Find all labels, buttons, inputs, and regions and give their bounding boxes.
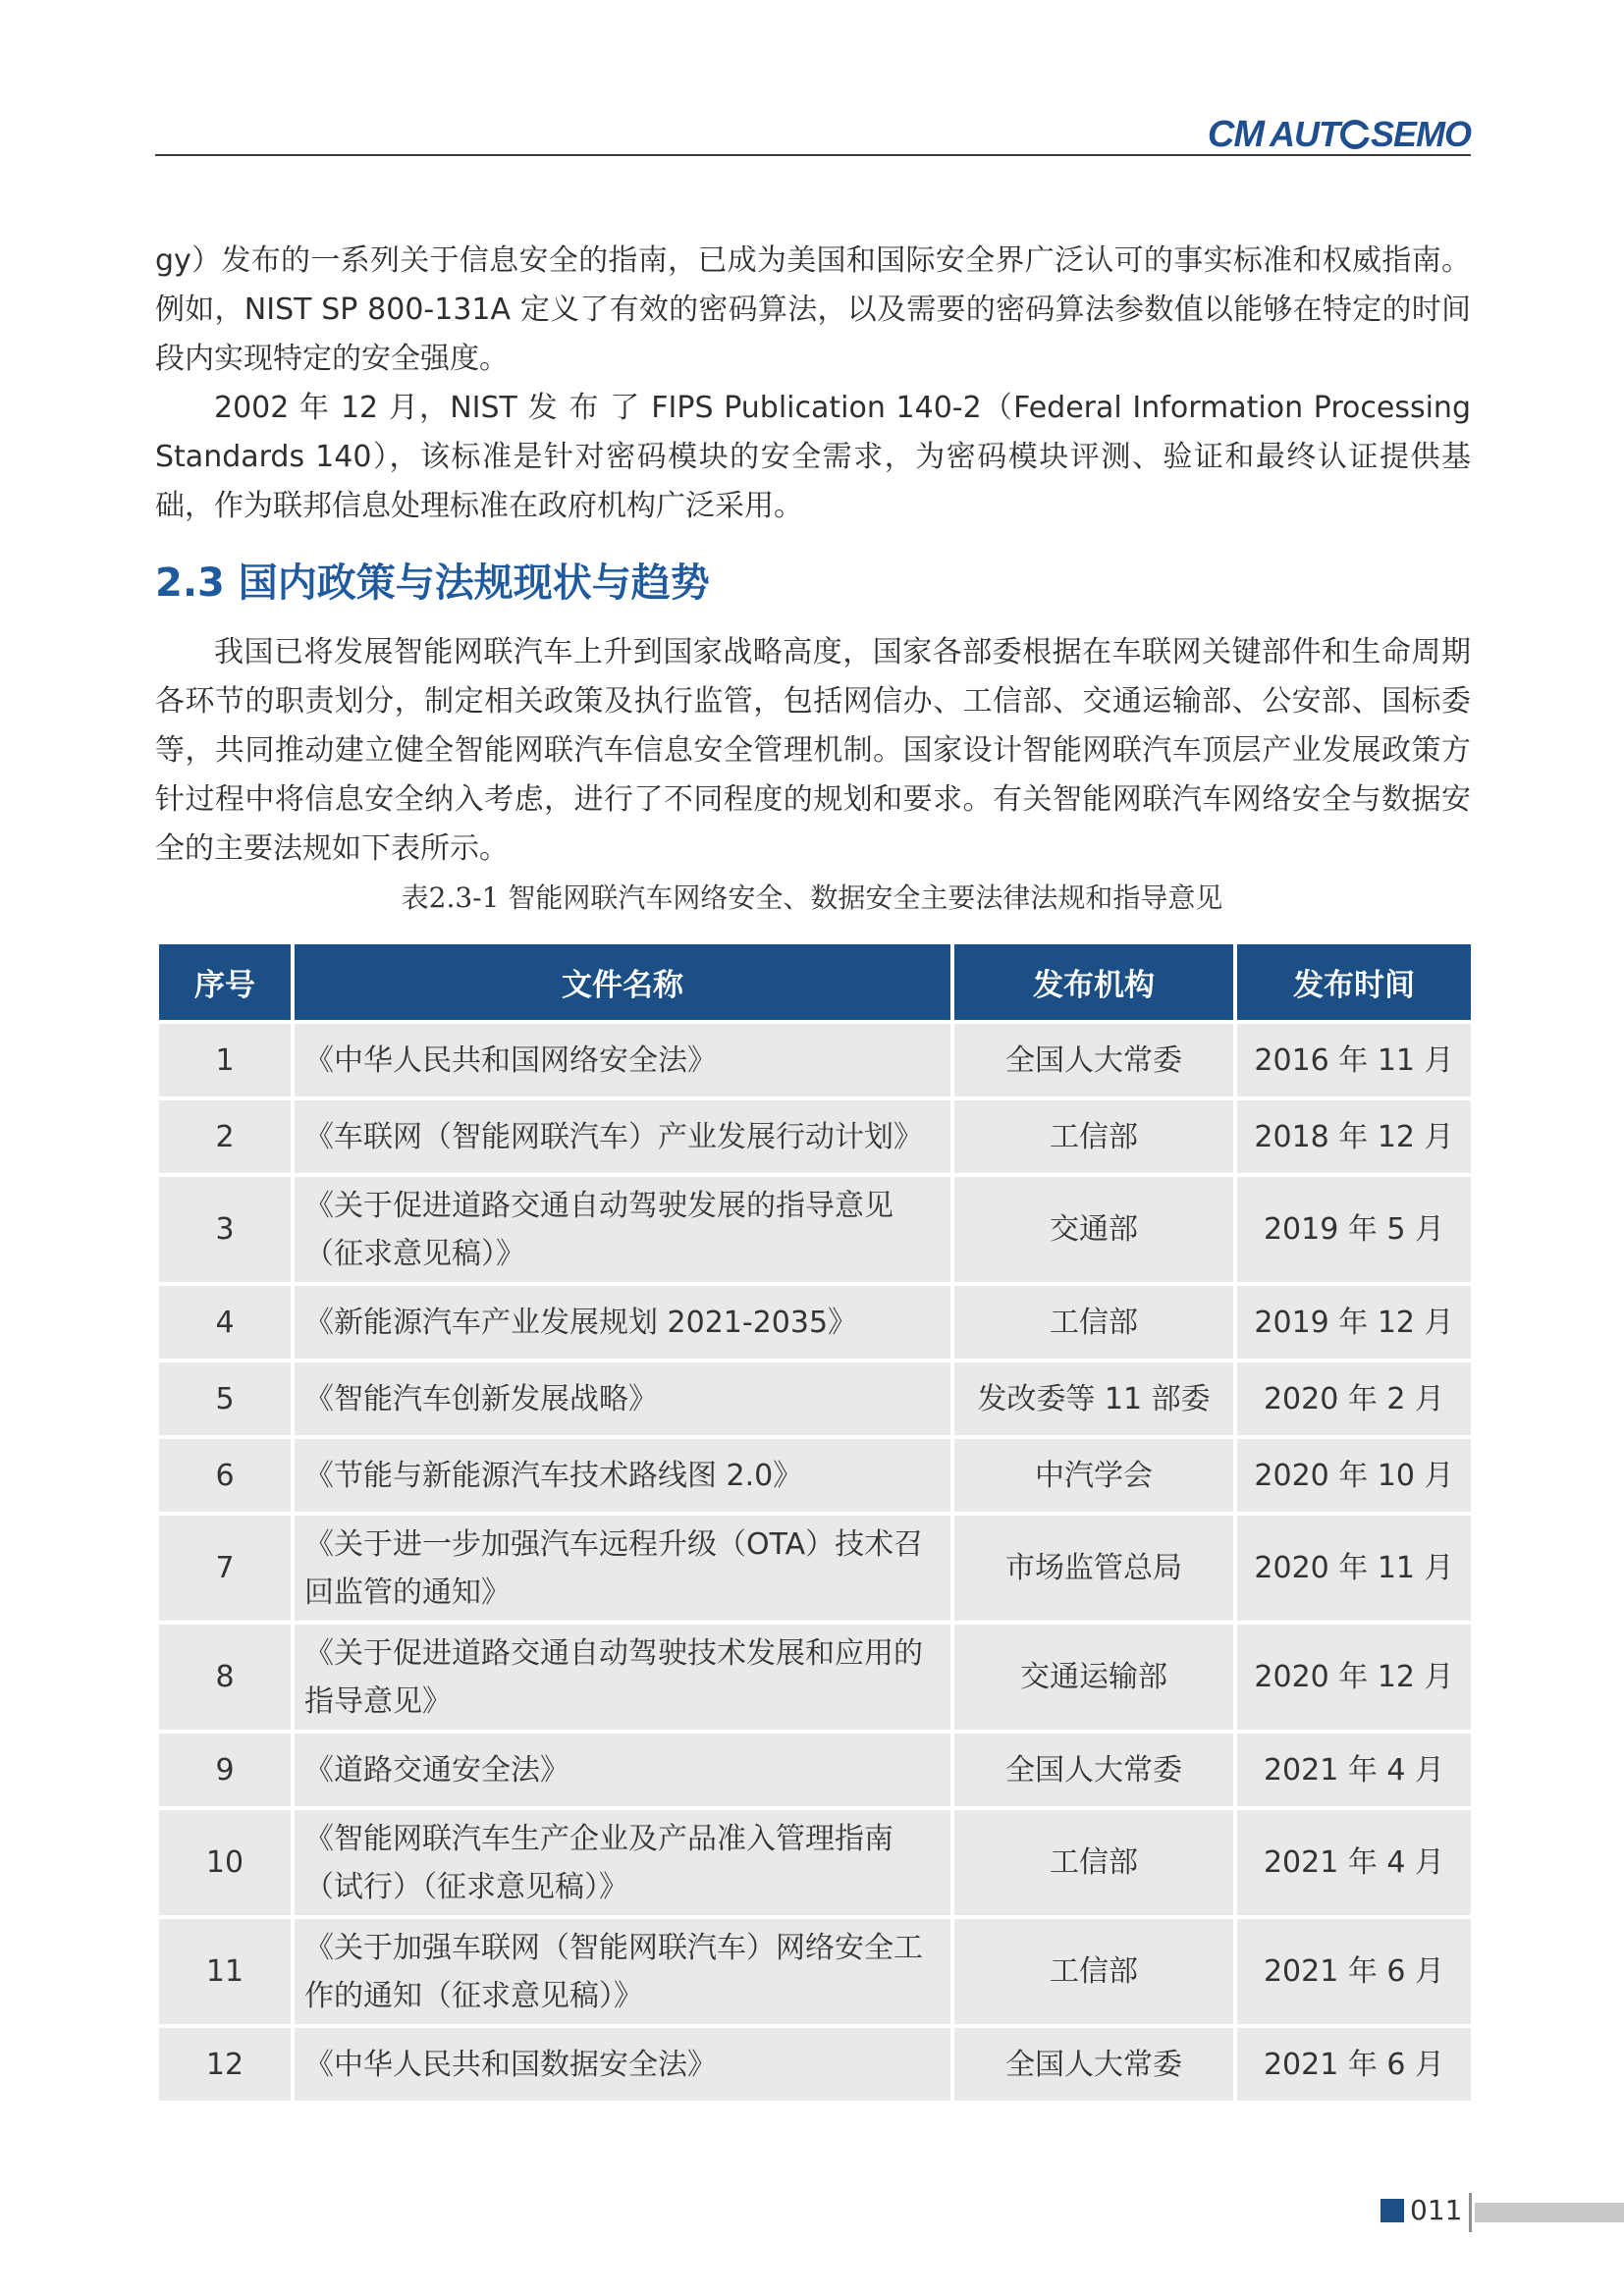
logo-text-left: AUT — [1269, 114, 1339, 154]
table-row — [159, 1516, 1471, 1621]
table-header-row — [159, 944, 1471, 1020]
row-document-name: 《关于促进道路交通自动驾驶发展的指导意见（征求意见稿）》 — [295, 1177, 950, 1282]
section-paragraph: 我国已将发展智能网联汽车上升到国家战略高度，国家各部委根据在车联网关键部件和生命周期各环节的职责划分，制定相关政策及执行监管，包括网信办、工信部、交通运输部、公安部、国标委等，共同推动建立健全智能网联汽车信息安全管理机制。国家设计智能网联汽车顶层产业发展政策方针过程中将信息安全纳入考虑，进行了不同程度的规划和要求。有关智能网联汽车网络安全与数据安全的主要法规如下表所示。 — [155, 635, 1471, 866]
row-date: 2021 年 4 月 — [1237, 1810, 1471, 1915]
header-issue-date: 发布时间 — [1237, 944, 1471, 1020]
table-row — [159, 1625, 1471, 1730]
header-document-name: 文件名称 — [295, 944, 950, 1020]
row-issuer: 全国人大常委 — [954, 1734, 1233, 1806]
row-document-name: 《中华人民共和国网络安全法》 — [295, 1024, 950, 1096]
row-date: 2016 年 11 月 — [1237, 1024, 1471, 1096]
table-row — [159, 1810, 1471, 1915]
row-number: 12 — [159, 2028, 291, 2101]
section-title: 2.3 国内政策与法规现状与趋势 — [155, 561, 710, 606]
row-issuer: 发改委等 11 部委 — [954, 1362, 1233, 1435]
row-number: 4 — [159, 1286, 291, 1359]
header-divider — [155, 154, 1471, 156]
regulations-table — [155, 940, 1475, 2105]
row-document-name: 《关于加强车联网（智能网联汽车）网络安全工作的通知（征求意见稿）》 — [295, 1919, 950, 2024]
page-number: 011 — [1410, 2194, 1463, 2226]
row-issuer: 交通部 — [954, 1177, 1233, 1282]
row-date: 2019 年 5 月 — [1237, 1177, 1471, 1282]
footer-square-icon — [1380, 2199, 1404, 2222]
logo-o-ring-icon — [1340, 120, 1370, 149]
row-number: 11 — [159, 1919, 291, 2024]
row-issuer: 工信部 — [954, 1286, 1233, 1359]
row-date: 2018 年 12 月 — [1237, 1100, 1471, 1173]
row-number: 1 — [159, 1024, 291, 1096]
row-date: 2021 年 6 月 — [1237, 2028, 1471, 2101]
table-row — [159, 1024, 1471, 1096]
row-document-name: 《节能与新能源汽车技术路线图 2.0》 — [295, 1439, 950, 1512]
row-date: 2021 年 4 月 — [1237, 1734, 1471, 1806]
cm-logo-mark: CM — [1207, 113, 1264, 155]
table-caption: 表2.3-1 智能网联汽车网络安全、数据安全主要法律法规和指导意见 — [401, 881, 1223, 914]
row-document-name: 《智能网联汽车生产企业及产品准入管理指南（试行）（征求意见稿）》 — [295, 1810, 950, 1915]
table-row — [159, 1919, 1471, 2024]
row-number: 6 — [159, 1439, 291, 1512]
table-row — [159, 1286, 1471, 1359]
row-issuer: 市场监管总局 — [954, 1516, 1233, 1621]
header-serial-number: 序号 — [159, 944, 291, 1020]
row-issuer: 交通运输部 — [954, 1625, 1233, 1730]
header-issuing-authority: 发布机构 — [954, 944, 1233, 1020]
row-number: 7 — [159, 1516, 291, 1621]
logo-text-right: SEMO — [1370, 114, 1471, 154]
row-issuer: 工信部 — [954, 1100, 1233, 1173]
row-document-name: 《关于促进道路交通自动驾驶技术发展和应用的指导意见》 — [295, 1625, 950, 1730]
row-document-name: 《中华人民共和国数据安全法》 — [295, 2028, 950, 2101]
row-number: 8 — [159, 1625, 291, 1730]
row-issuer: 中汽学会 — [954, 1439, 1233, 1512]
footer-bar — [1475, 2203, 1624, 2222]
table-row — [159, 1177, 1471, 1282]
table-row — [159, 1734, 1471, 1806]
row-issuer: 全国人大常委 — [954, 1024, 1233, 1096]
row-document-name: 《新能源汽车产业发展规划 2021-2035》 — [295, 1286, 950, 1359]
row-number: 5 — [159, 1362, 291, 1435]
intro-paragraph-2: 2002 年 12 月，NIST 发 布 了 FIPS Publication 140-2（Federal Information Processing Standards 140），该标准是针对密码模块的安全需求，为密码模块评测、验证和最终认证提供基础，作为联邦信息处理标准在政府机构广泛采用。 — [155, 391, 1471, 523]
row-document-name: 《车联网（智能网联汽车）产业发展行动计划》 — [295, 1100, 950, 1173]
row-date: 2019 年 12 月 — [1237, 1286, 1471, 1359]
row-number: 3 — [159, 1177, 291, 1282]
row-date: 2021 年 6 月 — [1237, 1919, 1471, 2024]
table-row — [159, 1439, 1471, 1512]
table-row — [159, 1362, 1471, 1435]
row-document-name: 《智能汽车创新发展战略》 — [295, 1362, 950, 1435]
autosemo-logo — [1208, 112, 1471, 157]
row-issuer: 工信部 — [954, 1810, 1233, 1915]
row-date: 2020 年 10 月 — [1237, 1439, 1471, 1512]
row-issuer: 工信部 — [954, 1919, 1233, 2024]
intro-paragraph-1: gy）发布的一系列关于信息安全的指南，已成为美国和国际安全界广泛认可的事实标准和权威指南。例如，NIST SP 800-131A 定义了有效的密码算法，以及需要的密码算法参数值以能够在特定的时间段内实现特定的安全强度。 — [155, 243, 1471, 376]
row-number: 2 — [159, 1100, 291, 1173]
row-date: 2020 年 11 月 — [1237, 1516, 1471, 1621]
row-number: 9 — [159, 1734, 291, 1806]
row-date: 2020 年 12 月 — [1237, 1625, 1471, 1730]
row-document-name: 《道路交通安全法》 — [295, 1734, 950, 1806]
footer-divider — [1469, 2193, 1472, 2232]
table-row — [159, 2028, 1471, 2101]
row-number: 10 — [159, 1810, 291, 1915]
row-date: 2020 年 2 月 — [1237, 1362, 1471, 1435]
row-document-name: 《关于进一步加强汽车远程升级（OTA）技术召回监管的通知》 — [295, 1516, 950, 1621]
row-issuer: 全国人大常委 — [954, 2028, 1233, 2101]
table-row — [159, 1100, 1471, 1173]
